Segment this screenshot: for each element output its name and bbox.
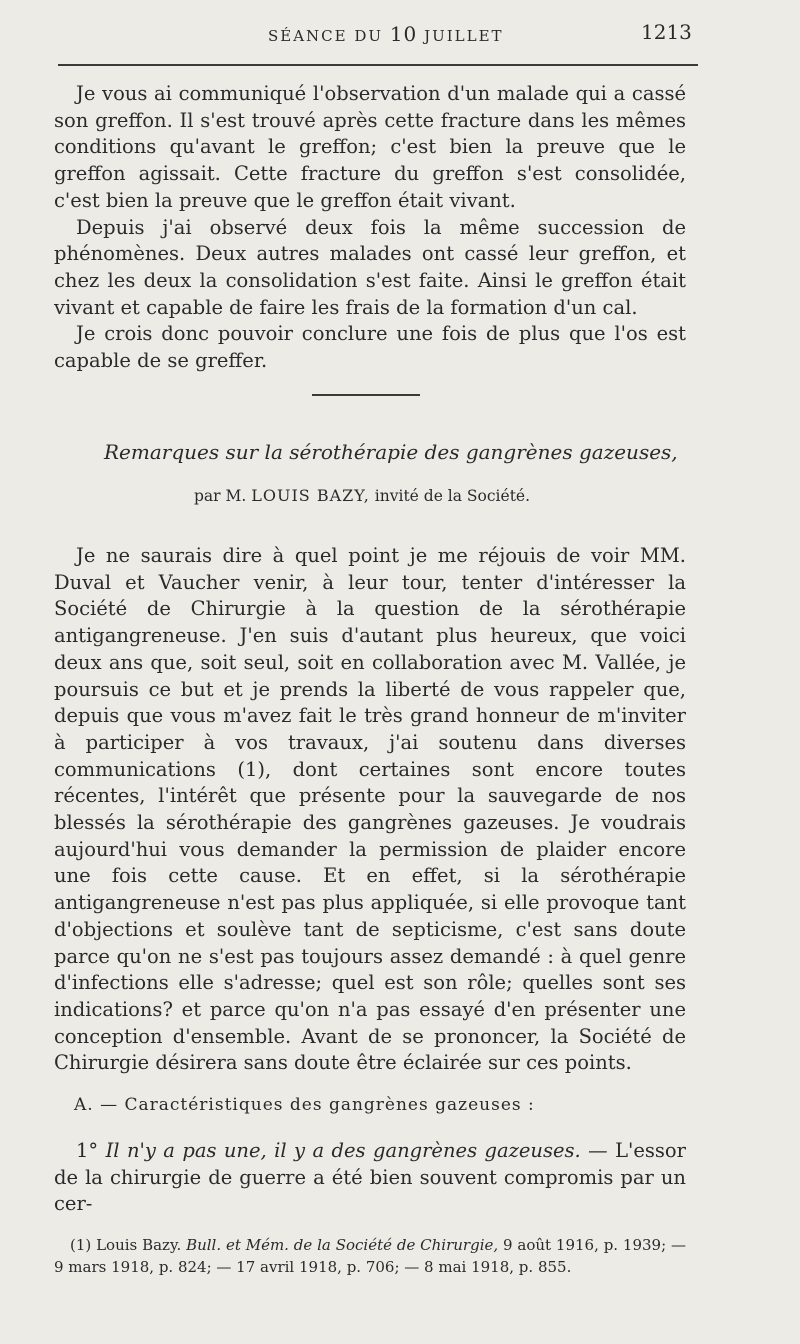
byline-prefix: par M. bbox=[194, 487, 247, 505]
subsection-paragraph bbox=[54, 1138, 686, 1218]
paragraph-text: — L'essor de la chirurgie de guerre a été bien souvent compromis par un cer- bbox=[54, 1139, 686, 1216]
item-number: 1° bbox=[76, 1139, 99, 1162]
paragraph: Je ne saurais dire à quel point je me réjouis de voir MM. Duval et Vaucher venir, à leur tour, tenter d'intéresser la Société de Chirurgie à la question de la sérothérapie antigangreneuse. J'en suis d'autant plus heureux, que voici deux ans que, soit seul, soit en collaboration avec M. Vallée, je poursuis ce but et je prends la liberté de vous rappeler que, depuis que vous m'avez fait le très grand honneur de m'inviter à participer à vos travaux, j'ai soutenu dans diverses communications (1), dont certaines sont encore toutes récentes, l'intérêt que présente pour la sauvegarde de nos blessés la sérothérapie des gangrènes gazeuses. Je voudrais aujourd'hui vous demander la permission de plaider encore une fois cette cause. Et en effet, si la sérothérapie antigangreneuse n'est pas plus appliquée, si elle provoque tant d'objections et soulève tant de septicisme, c'est sans doute parce qu'on ne s'est pas toujours assez demandé : à quel genre d'infections elle s'adresse; quel est son rôle; quelles sont ses indications? et parce qu'on n'a pas essayé d'en présenter une conception d'ensemble. Avant de se prononcer, la Société de Chirurgie désirera sans doute être éclairée sur ces points. bbox=[54, 544, 686, 1075]
running-title-day: 10 bbox=[389, 22, 418, 46]
byline-suffix: invité de la Société. bbox=[374, 487, 531, 505]
article-title: Remarques sur la sérothérapie des gangrènes gazeuses, bbox=[104, 440, 678, 464]
header-rule bbox=[58, 64, 698, 66]
footnote-text bbox=[54, 1234, 686, 1278]
paragraph: Depuis j'ai observé deux fois la même succession de phénomènes. Deux autres malades ont cassé leur greffon, et chez les deux la consolidation s'est faite. Ainsi le greffon était vivant et capable de faire les frais de la formation d'un cal. bbox=[54, 215, 686, 319]
previous-article-conclusion bbox=[54, 81, 686, 375]
paragraph: Je vous ai communiqué l'observation d'un malade qui a cassé son greffon. Il s'est trouvé après cette fracture dans les mêmes conditions qu'avant le greffon; c'est bien la preuve que le greffon agissait. Cette fracture du greffon s'est consolidée, c'est bien la preuve que le greffon était vivant. bbox=[54, 82, 686, 212]
article-introduction bbox=[54, 543, 686, 1077]
page-header bbox=[0, 18, 800, 48]
paragraph bbox=[54, 1138, 686, 1218]
footnote bbox=[54, 1234, 686, 1278]
running-title-prefix: SÉANCE DU bbox=[268, 27, 384, 45]
paragraph: Je crois donc pouvoir conclure une fois de plus que l'os est capable de se greffer. bbox=[54, 322, 686, 373]
page-number: 1213 bbox=[641, 20, 692, 44]
italic-lead: Il n'y a pas une, il y a des gangrènes gazeuses. bbox=[105, 1139, 581, 1162]
running-title-month: JUILLET bbox=[424, 27, 504, 45]
footnote-refs: 9 août 1916, p. 1939; — 9 mars 1918, p. 824; — 17 avril 1918, p. 706; — 8 mai 1918, p. 855. bbox=[54, 1236, 686, 1276]
section-heading: A. — Caractéristiques des gangrènes gazeuses : bbox=[74, 1095, 535, 1115]
section-separator-rule bbox=[312, 394, 420, 396]
footnote-journal: Bull. et Mém. de la Société de Chirurgie, bbox=[186, 1236, 499, 1254]
author-name: LOUIS BAZY, bbox=[251, 486, 370, 505]
article-byline bbox=[194, 486, 754, 505]
running-title bbox=[268, 22, 504, 46]
footnote-marker: (1) Louis Bazy. bbox=[70, 1236, 182, 1254]
